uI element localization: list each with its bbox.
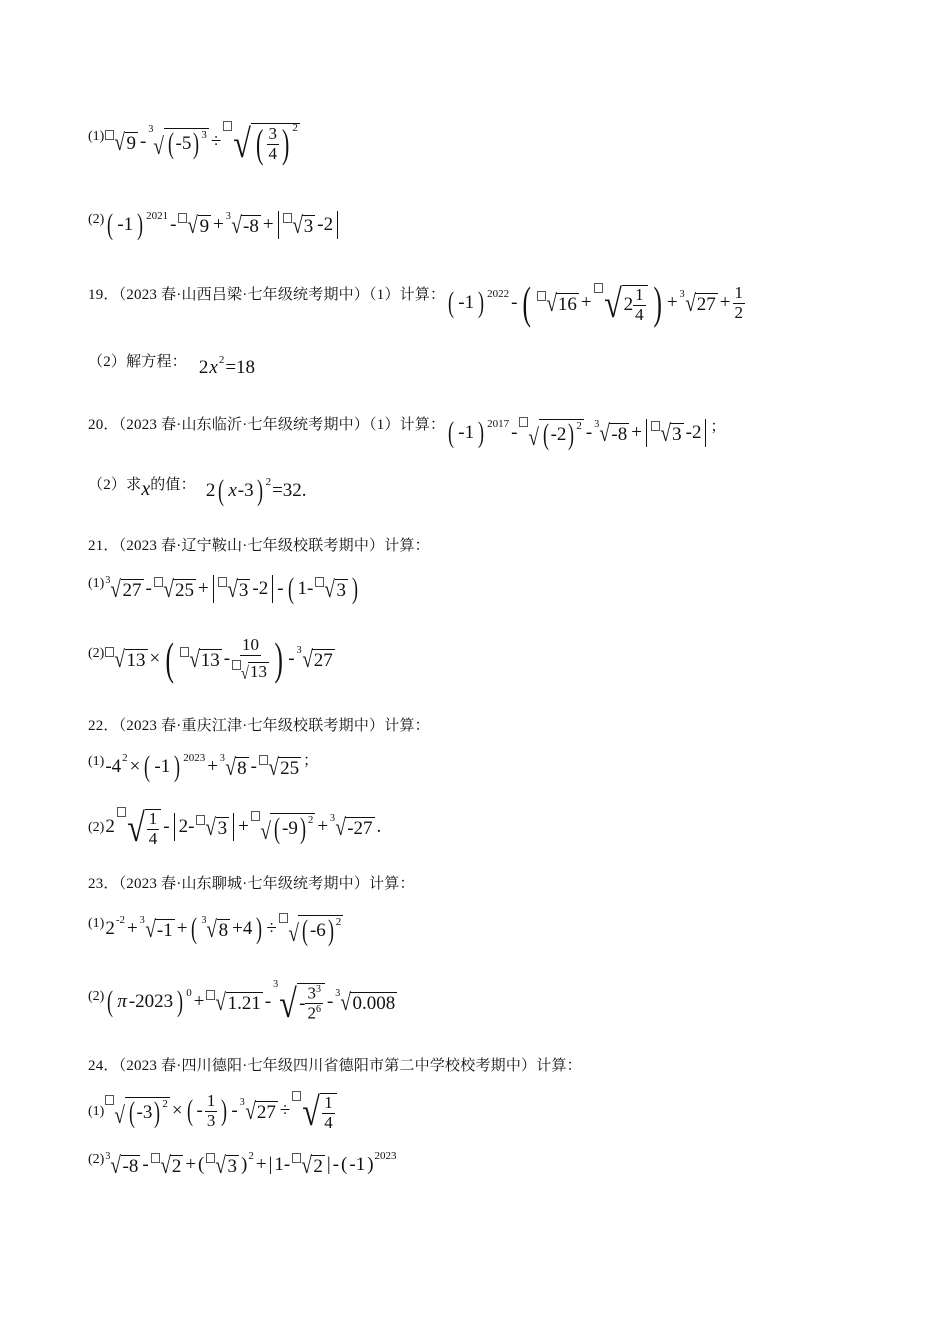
- equation: 2 x 2 =18: [198, 354, 256, 379]
- q20-part2: （2）求x的值： 2 ( x -3 ) 2 =32.: [88, 474, 307, 507]
- q23-part1: (1) 2 -2 + 3 √ -1 + ( 3 √ 8 +4 ) ÷ √ ( -6 ) 2: [88, 912, 344, 946]
- math-expr: 2 -2 + 3 √ -1 + ( 3 √ 8 +4 ) ÷ √ ( -6 ) 2: [105, 912, 342, 947]
- q20-part1: 20．（2023 春·山东临沂·七年级统考期中）（1）计算： ( -1 ) 2017 - √ ( -2 ) 2 - 3 √ -8 + √ 3 -2 ；: [88, 416, 726, 451]
- math-expr: ( -1 ) 2017 - √ ( -2 ) 2 - 3 √ -8 + √ 3 -2 ；: [448, 416, 726, 451]
- math-expr: ( -1 ) 2022 - ( √ 16 + √ 2 $\frac{1}{4}$ ) + 3 √ 27 + $\frac{1}{2}$: [448, 277, 744, 328]
- q22-part2: (2) 2 √ $\frac{1}{4}$ - 2- √ 3 + √ ( -9 ) 2 + 3 √ -27 .: [88, 805, 382, 851]
- equation: 2 ( x -3 ) 2 =32.: [205, 474, 307, 507]
- math-expr: √ ( -3 ) 2 × ( - $\frac{1}{3}$ ) - 3 √ 27 ÷ √ $\frac{1}{4}$: [104, 1090, 337, 1132]
- math-expr: √ 9 - 3 √ ( -5 ) 3 ÷ √ ( $\frac{3}{4}$ ) 2: [104, 120, 301, 164]
- q19-part1: 19．（2023 春·山西吕梁·七年级统考期中）（1）计算： ( -1 ) 2022 - ( √ 16 + √ 2 $\frac{1}{4}$ ) + 3 √ 27 + $\frac{1}{2}$: [88, 280, 746, 326]
- math-expr: 3 √ -8 - √ 2 + ( √ 3 ) 2 + | 1- √ 2 | - ( -1 ) 2023: [105, 1150, 397, 1179]
- q21-part2: (2) √ 13 × ( √ 13 - 10 √ 13 ) - 3 √ 27: [88, 636, 336, 682]
- q24-part2: (2) 3 √ -8 - √ 2 + ( √ 3 ) 2 + | 1- √ 2 | - ( -1 ) 2023: [88, 1150, 397, 1179]
- q21-part1: (1) 3 √ 27 - √ 25 + √ 3 -2 - ( 1- √ 3 ): [88, 574, 361, 604]
- q18-part2: (2) ( -1 ) 2021 - √ 9 + 3 √ -8 + √ 3 -2: [88, 210, 341, 240]
- q23-part2: (2) ( π -2023 ) 0 + √ 1.21 - 3 √ - $\frac{3^3}{2^6}$ - 3 √ 0.008: [88, 980, 398, 1024]
- q21-header: 21．（2023 春·辽宁鞍山·七年级校联考期中）计算：: [88, 538, 430, 554]
- q24-part1: (1) √ ( -3 ) 2 × ( - $\frac{1}{3}$ ) - 3 √ 27 ÷ √ $\frac{1}{4}$: [88, 1090, 338, 1132]
- q22-header: 22．（2023 春·重庆江津·七年级校联考期中）计算：: [88, 718, 430, 734]
- math-expr: √ 13 × ( √ 13 - 10 √ 13 ) - 3 √ 27: [104, 636, 335, 682]
- q23-header: 23．（2023 春·山东聊城·七年级统考期中）计算：: [88, 876, 415, 892]
- math-expr: 3 √ 27 - √ 25 + √ 3 -2 - ( 1- √ 3 ): [105, 572, 359, 605]
- math-expr: -4 2 × ( -1 ) 2023 + 3 √ 8 - √ 25 ；: [105, 750, 319, 783]
- q19-part2: （2）解方程： 2 x 2 =18: [88, 354, 256, 379]
- q24-header: 24．（2023 春·四川德阳·七年级四川省德阳市第二中学校校考期中）计算：: [88, 1058, 582, 1074]
- math-expr: ( -1 ) 2021 - √ 9 + 3 √ -8 + √ 3 -2: [104, 210, 341, 240]
- math-expr: ( π -2023 ) 0 + √ 1.21 - 3 √ - $\frac{3^3}{2^6}$ - 3 √ 0.008: [107, 979, 396, 1026]
- q22-part1: (1) -4 2 × ( -1 ) 2023 + 3 √ 8 - √ 25 ；: [88, 750, 319, 783]
- math-expr: 2 √ $\frac{1}{4}$ - 2- √ 3 + √ ( -9 ) 2 + 3 √ -27 .: [105, 805, 382, 851]
- q18-part1: (1) √ 9 - 3 √ ( -5 ) 3 ÷ √ ( $\frac{3}{4}$ ) 2: [88, 120, 301, 164]
